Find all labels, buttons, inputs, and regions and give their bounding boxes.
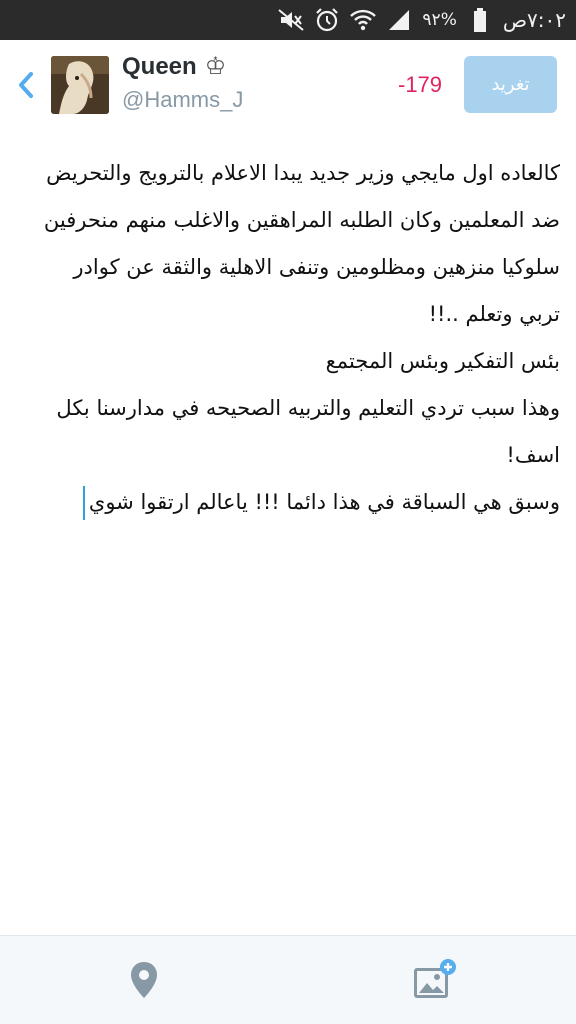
composer-line-2: ضد المعلمين وكان الطلبه المراهقين والاغلب منهم منحرفين [43,208,560,232]
composer-line-1: كالعاده اول مايجي وزير جديد يبدا الاعلام بالترويج والتحريض [46,161,560,185]
location-pin-icon [128,960,160,1000]
add-photo-icon [412,958,458,1002]
crown-icon: ♔ [204,53,227,80]
bottom-toolbar [0,935,576,1024]
tweet-button[interactable]: تغريد [464,56,557,113]
composer-line-6: وهذا سبب تردي التعليم والتربيه الصحيحه في مدارسنا بكل [56,396,560,420]
chevron-left-icon [17,71,35,99]
user-handle: @Hamms_J [122,87,244,112]
text-cursor [83,486,85,520]
character-counter: -179 [398,72,443,97]
tweet-composer[interactable] [20,150,560,526]
composer-line-3: سلوكيا منزهين ومظلومين وتنفى الاهلية والثقة عن كوادر [73,255,560,279]
avatar [51,56,109,114]
status-icons [278,7,527,33]
compose-header [0,40,576,128]
add-image-button[interactable] [412,958,458,1002]
signal-icon [386,7,412,33]
status-ampm: ص [502,8,528,32]
status-time: ٧:٠٢ [527,8,566,32]
location-button[interactable] [128,960,160,1000]
user-name [122,52,226,81]
user-name-text: Queen [122,52,197,80]
composer-line-8-text: وسبق هي السباقة في هذا دائما !!! ياعالم ارتقوا شوي [88,490,560,514]
composer-line-7: اسف! [506,443,560,467]
wifi-icon [350,7,376,33]
alarm-icon [314,7,340,33]
battery-percent: ٩٢% [422,10,457,30]
battery-icon [467,7,493,33]
composer-line-4: تربي وتعلم ..!! [428,302,560,326]
status-bar [0,0,576,40]
back-button[interactable] [12,68,40,102]
composer-line-8 [20,479,560,526]
composer-line-5: بئس التفكير وبئس المجتمع [325,349,560,373]
mute-icon [278,7,304,33]
